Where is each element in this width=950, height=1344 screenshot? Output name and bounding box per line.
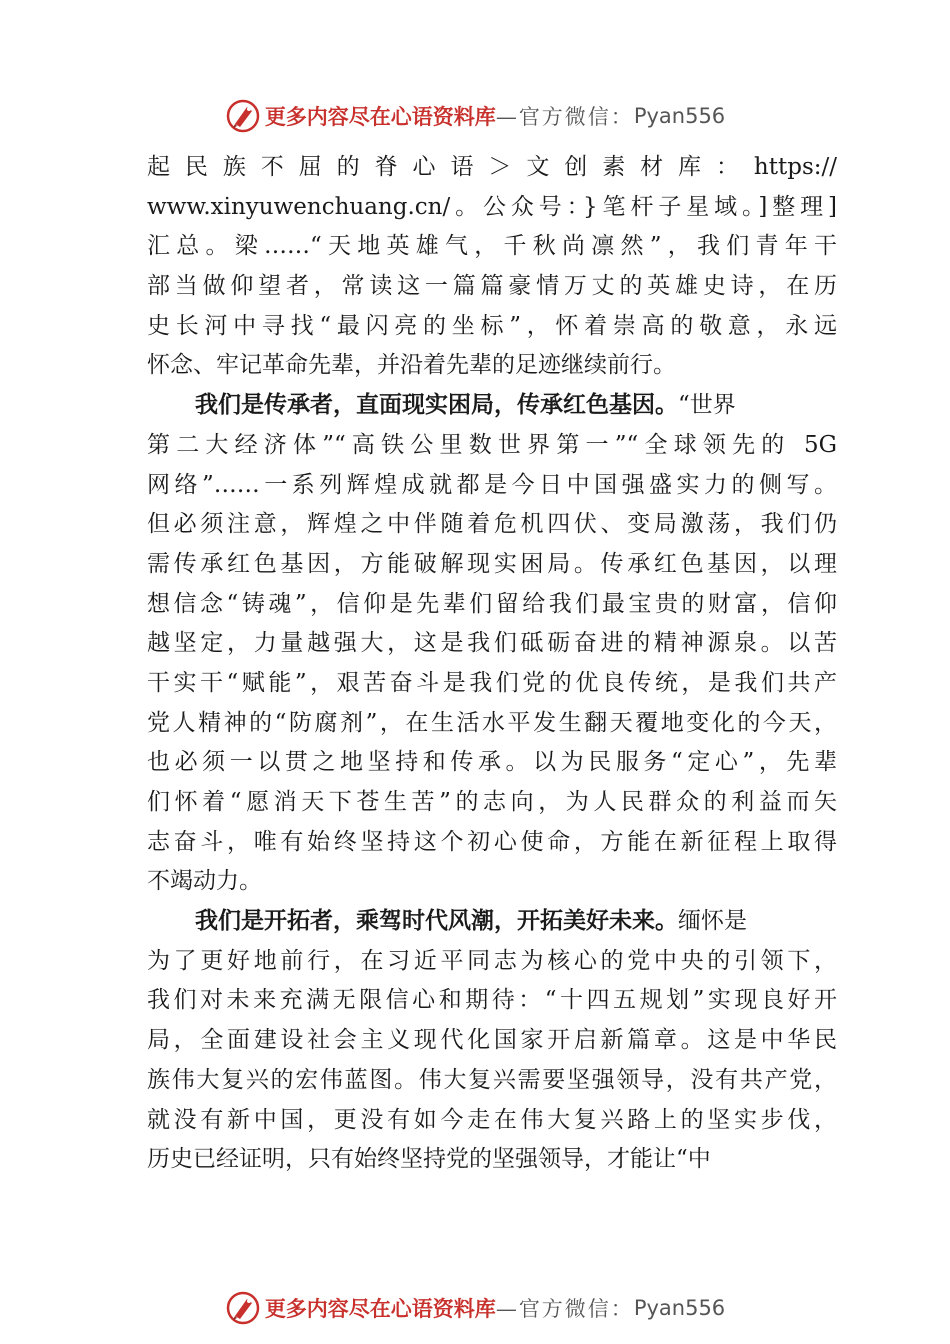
paragraph-lead-heading: 我们是开拓者，乘驾时代风潮，开拓美好未来。 [195,908,678,935]
header-banner [0,96,950,136]
paragraph-line: 族伟大复兴的宏伟蓝图。伟大复兴需要坚强领导，没有共产党， [147,1066,837,1093]
paragraph-lead-heading: 我们是传承者，直面现实困局，传承红色基因。 [195,392,678,419]
paragraph-line: 史长河中寻找“最闪亮的坐标”，怀着崇高的敬意，永远 [147,312,837,339]
paragraph-line: 起民族不屈的脊心语＞文创素材库：https:// [147,154,837,180]
paragraph-first-line [147,902,837,942]
footer-wechat-id: Pyan556 [633,1296,726,1320]
paragraph-line: 为了更好地前行，在习近平同志为核心的党中央的引领下， [147,947,837,974]
paragraph-line: 汇总。梁……“天地英雄气，千秋尚凛然”，我们青年干 [147,233,837,260]
paragraph-line: 我们对未来充满无限信心和期待：“十四五规划”实现良好开 [147,987,837,1014]
paragraph-line: 部当做仰望者，常读这一篇篇豪情万丈的英雄史诗，在历 [147,273,837,300]
paragraph-line: www.xinyuwenchuang.cn/。公众号：}笔杆子星域。]整理] [147,193,837,220]
pen-nib-circle-icon [225,98,261,134]
paragraph-line: 第二大经济体”“高铁公里数世界第一”“全球领先的 5G [147,431,837,458]
paragraph-2 [147,386,837,902]
paragraph-line-rest: 缅怀是 [678,908,747,935]
paragraph-line: 们怀着“愿消天下苍生苦”的志向，为人民群众的利益而矢 [147,789,837,815]
paragraph-line: 网络”……一系列辉煌成就都是今日中国强盛实力的侧写。 [147,471,837,498]
footer-banner [0,1288,950,1328]
document-body [147,148,837,1180]
paragraph-first-line [147,386,837,426]
header-wechat-id: Pyan556 [633,104,726,128]
header-text-gray: —官方微信： [495,105,634,129]
paragraph-line: 志奋斗，唯有始终坚持这个初心使命，方能在新征程上取得 [147,828,837,855]
paragraph-line: 越坚定，力量越强大，这是我们砥砺奋进的精神源泉。以苦 [147,630,837,657]
paragraph-line: 需传承红色基因，方能破解现实困局。传承红色基因，以理 [147,550,837,577]
footer-text-red: 更多内容尽在心语资料库 [264,1296,496,1321]
paragraph-line: 历史已经证明，只有始终坚持党的坚强领导，才能让“中 [147,1146,711,1173]
header-text-red: 更多内容尽在心语资料库 [264,104,496,129]
paragraph-line: 但必须注意，辉煌之中伴随着危机四伏、变局激荡，我们仍 [147,511,837,538]
paragraph-3 [147,902,837,1180]
paragraph-line: 不竭动力。 [147,868,262,895]
paragraph-line: 就没有新中国，更没有如今走在伟大复兴路上的坚实步伐， [147,1106,837,1133]
paragraph-line: 局，全面建设社会主义现代化国家开启新篇章。这是中华民 [147,1027,837,1054]
paragraph-line: 干实干“赋能”，艰苦奋斗是我们党的优良传统，是我们共产 [147,669,837,696]
pen-nib-circle-icon [225,1290,261,1326]
footer-text-gray: —官方微信： [495,1297,634,1321]
paragraph-line: 党人精神的“防腐剂”，在生活水平发生翻天覆地变化的今天， [147,709,837,736]
paragraph-line-rest: “世界 [678,392,736,419]
paragraph-line: 也必须一以贯之地坚持和传承。以为民服务“定心”，先辈 [147,749,837,776]
paragraph-line: 怀念、牢记革命先辈，并沿着先辈的足迹继续前行。 [147,352,676,379]
paragraph-1 [147,148,837,386]
paragraph-line: 想信念“铸魂”，信仰是先辈们留给我们最宝贵的财富，信仰 [147,590,837,617]
